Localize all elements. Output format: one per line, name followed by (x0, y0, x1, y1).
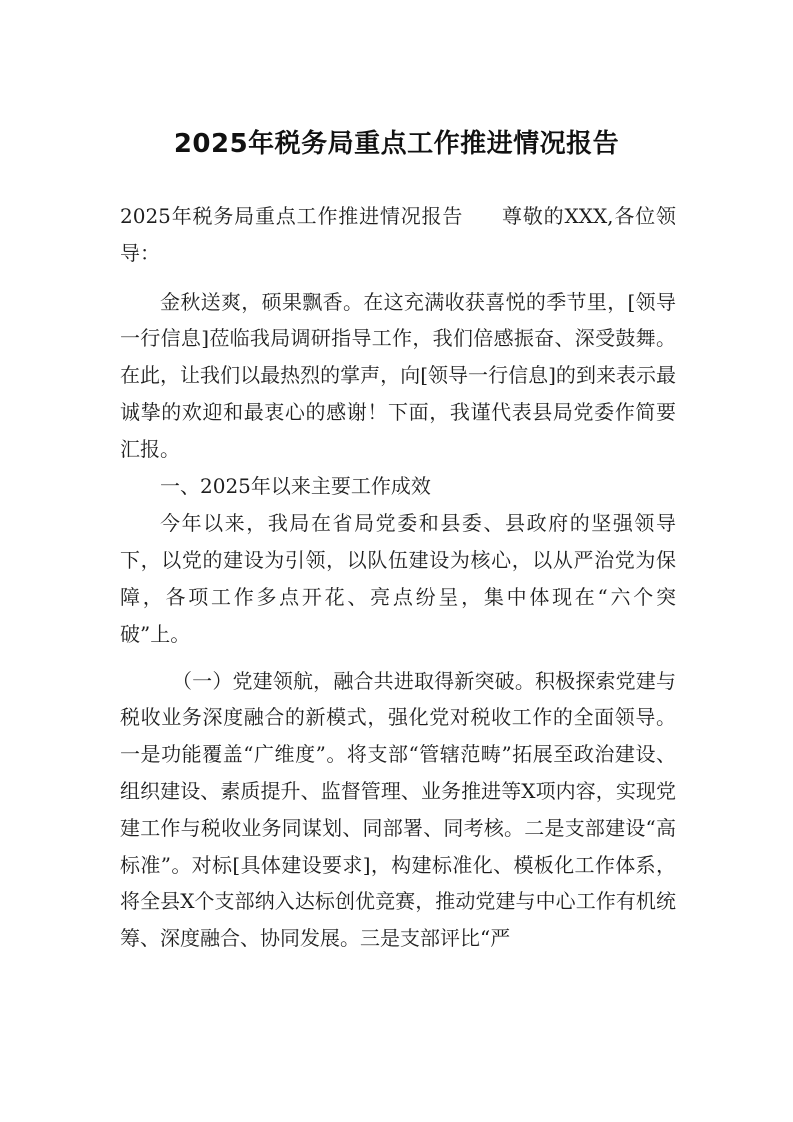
paragraph-breakthrough-1: （一）党建领航，融合共进取得新突破。积极探索党建与税收业务深度融合的新模式，强化党对税收工作的全面领导。一是功能覆盖“广维度”。将支部“管辖范畴”拓展至政治建设、组织建设、素质提升、监督管理、业务推进等X项内容，实现党建工作与税收业务同谋划、同部署、同考核。二是支部建设“高标准”。对标[具体建设要求]，构建标准化、模板化工作体系，将全县X个支部纳入达标创优竞赛，推动党建与中心工作有机统筹、深度融合、协同发展。三是支部评比“严 (120, 668, 676, 951)
salutation: 尊敬的XXX,各位领导： (120, 204, 676, 265)
opening-line (120, 198, 676, 272)
section-heading: 一、2025年以来主要工作成效 (160, 473, 431, 498)
paragraph-overview: 今年以来，我局在省局党委和县委、县政府的坚强领导下，以党的建设为引领，以队伍建设为核心，以从严治党为保障，各项工作多点开花、亮点纷呈，集中体现在“六个突破”上。 (120, 511, 676, 646)
opening-repeat-title: 2025年税务局重点工作推进情况报告 (120, 204, 464, 228)
document-title: 2025年税务局重点工作推进情况报告 (173, 129, 620, 159)
paragraph-greeting: 金秋送爽，硕果飘香。在这充满收获喜悦的季节里，[领导一行信息]莅临我局调研指导工作，我们倍感振奋、深受鼓舞。在此，让我们以最热烈的掌声，向[领导一行信息]的到来表示最诚挚的欢迎和最衷心的感谢！下面，我谨代表县局党委作简要汇报。 (120, 289, 676, 461)
document-body (120, 198, 676, 957)
